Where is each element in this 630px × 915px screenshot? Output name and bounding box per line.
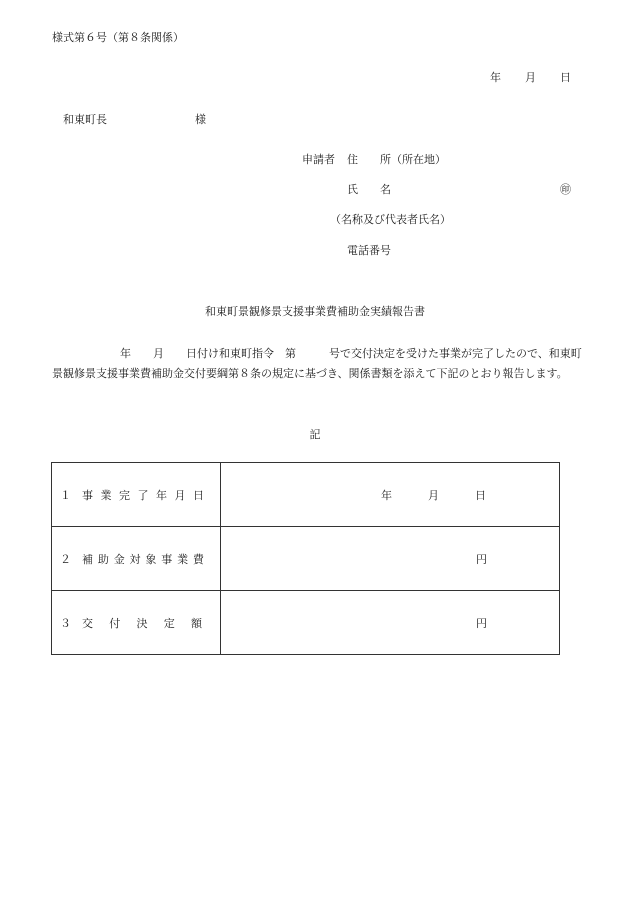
amount-cell[interactable] (221, 527, 560, 591)
submission-date (490, 69, 571, 85)
table-row (52, 463, 560, 527)
ki-heading: 記 (309, 428, 321, 441)
row-label: 事 業 完 了 年 月 日 (82, 488, 204, 502)
yen-unit: 円 (476, 617, 487, 630)
applicant-label: 申請者 (302, 153, 335, 166)
row-label: 交 付 決 定 額 (82, 616, 202, 630)
row-label-cell (52, 463, 221, 527)
row-number: １ (60, 488, 71, 502)
row-number: ３ (60, 616, 71, 630)
representative-note: （名称及び代表者氏名） (330, 213, 451, 226)
report-table (51, 462, 560, 655)
applicant-name-label: 氏 名 (347, 183, 391, 196)
row-number: ２ (60, 552, 71, 566)
row-label-cell (52, 591, 221, 655)
amount-cell[interactable] (221, 591, 560, 655)
date-day-label: 日 (560, 71, 571, 84)
date-year-label: 年 (490, 71, 501, 84)
table-row (52, 527, 560, 591)
form-number: 様式第６号（第８条関係） (52, 31, 184, 44)
addressee-honorific: 様 (195, 113, 206, 126)
yen-unit: 円 (476, 553, 487, 566)
applicant-address-label: 住 所（所在地） (347, 153, 446, 166)
date-placeholder: 年 月 日 (381, 489, 486, 502)
seal-mark: ㊞ (560, 183, 571, 196)
completion-date-cell[interactable] (221, 463, 560, 527)
row-label-cell (52, 527, 221, 591)
document-title: 和東町景観修景支援事業費補助金実績報告書 (205, 305, 425, 318)
body-text: 年 月 日付け和東町指令 第 号で交付決定を受けた事業が完了したので、和東町景観修景支援事業費補助金交付要綱第８条の規定に基づき、関係書類を添えて下記のとおり報告します。 (52, 347, 582, 380)
addressee-name: 和東町長 (63, 113, 107, 126)
phone-label: 電話番号 (347, 244, 391, 257)
table-row (52, 591, 560, 655)
date-month-label: 月 (525, 71, 536, 84)
row-label: 補 助 金 対 象 事 業 費 (82, 552, 204, 566)
